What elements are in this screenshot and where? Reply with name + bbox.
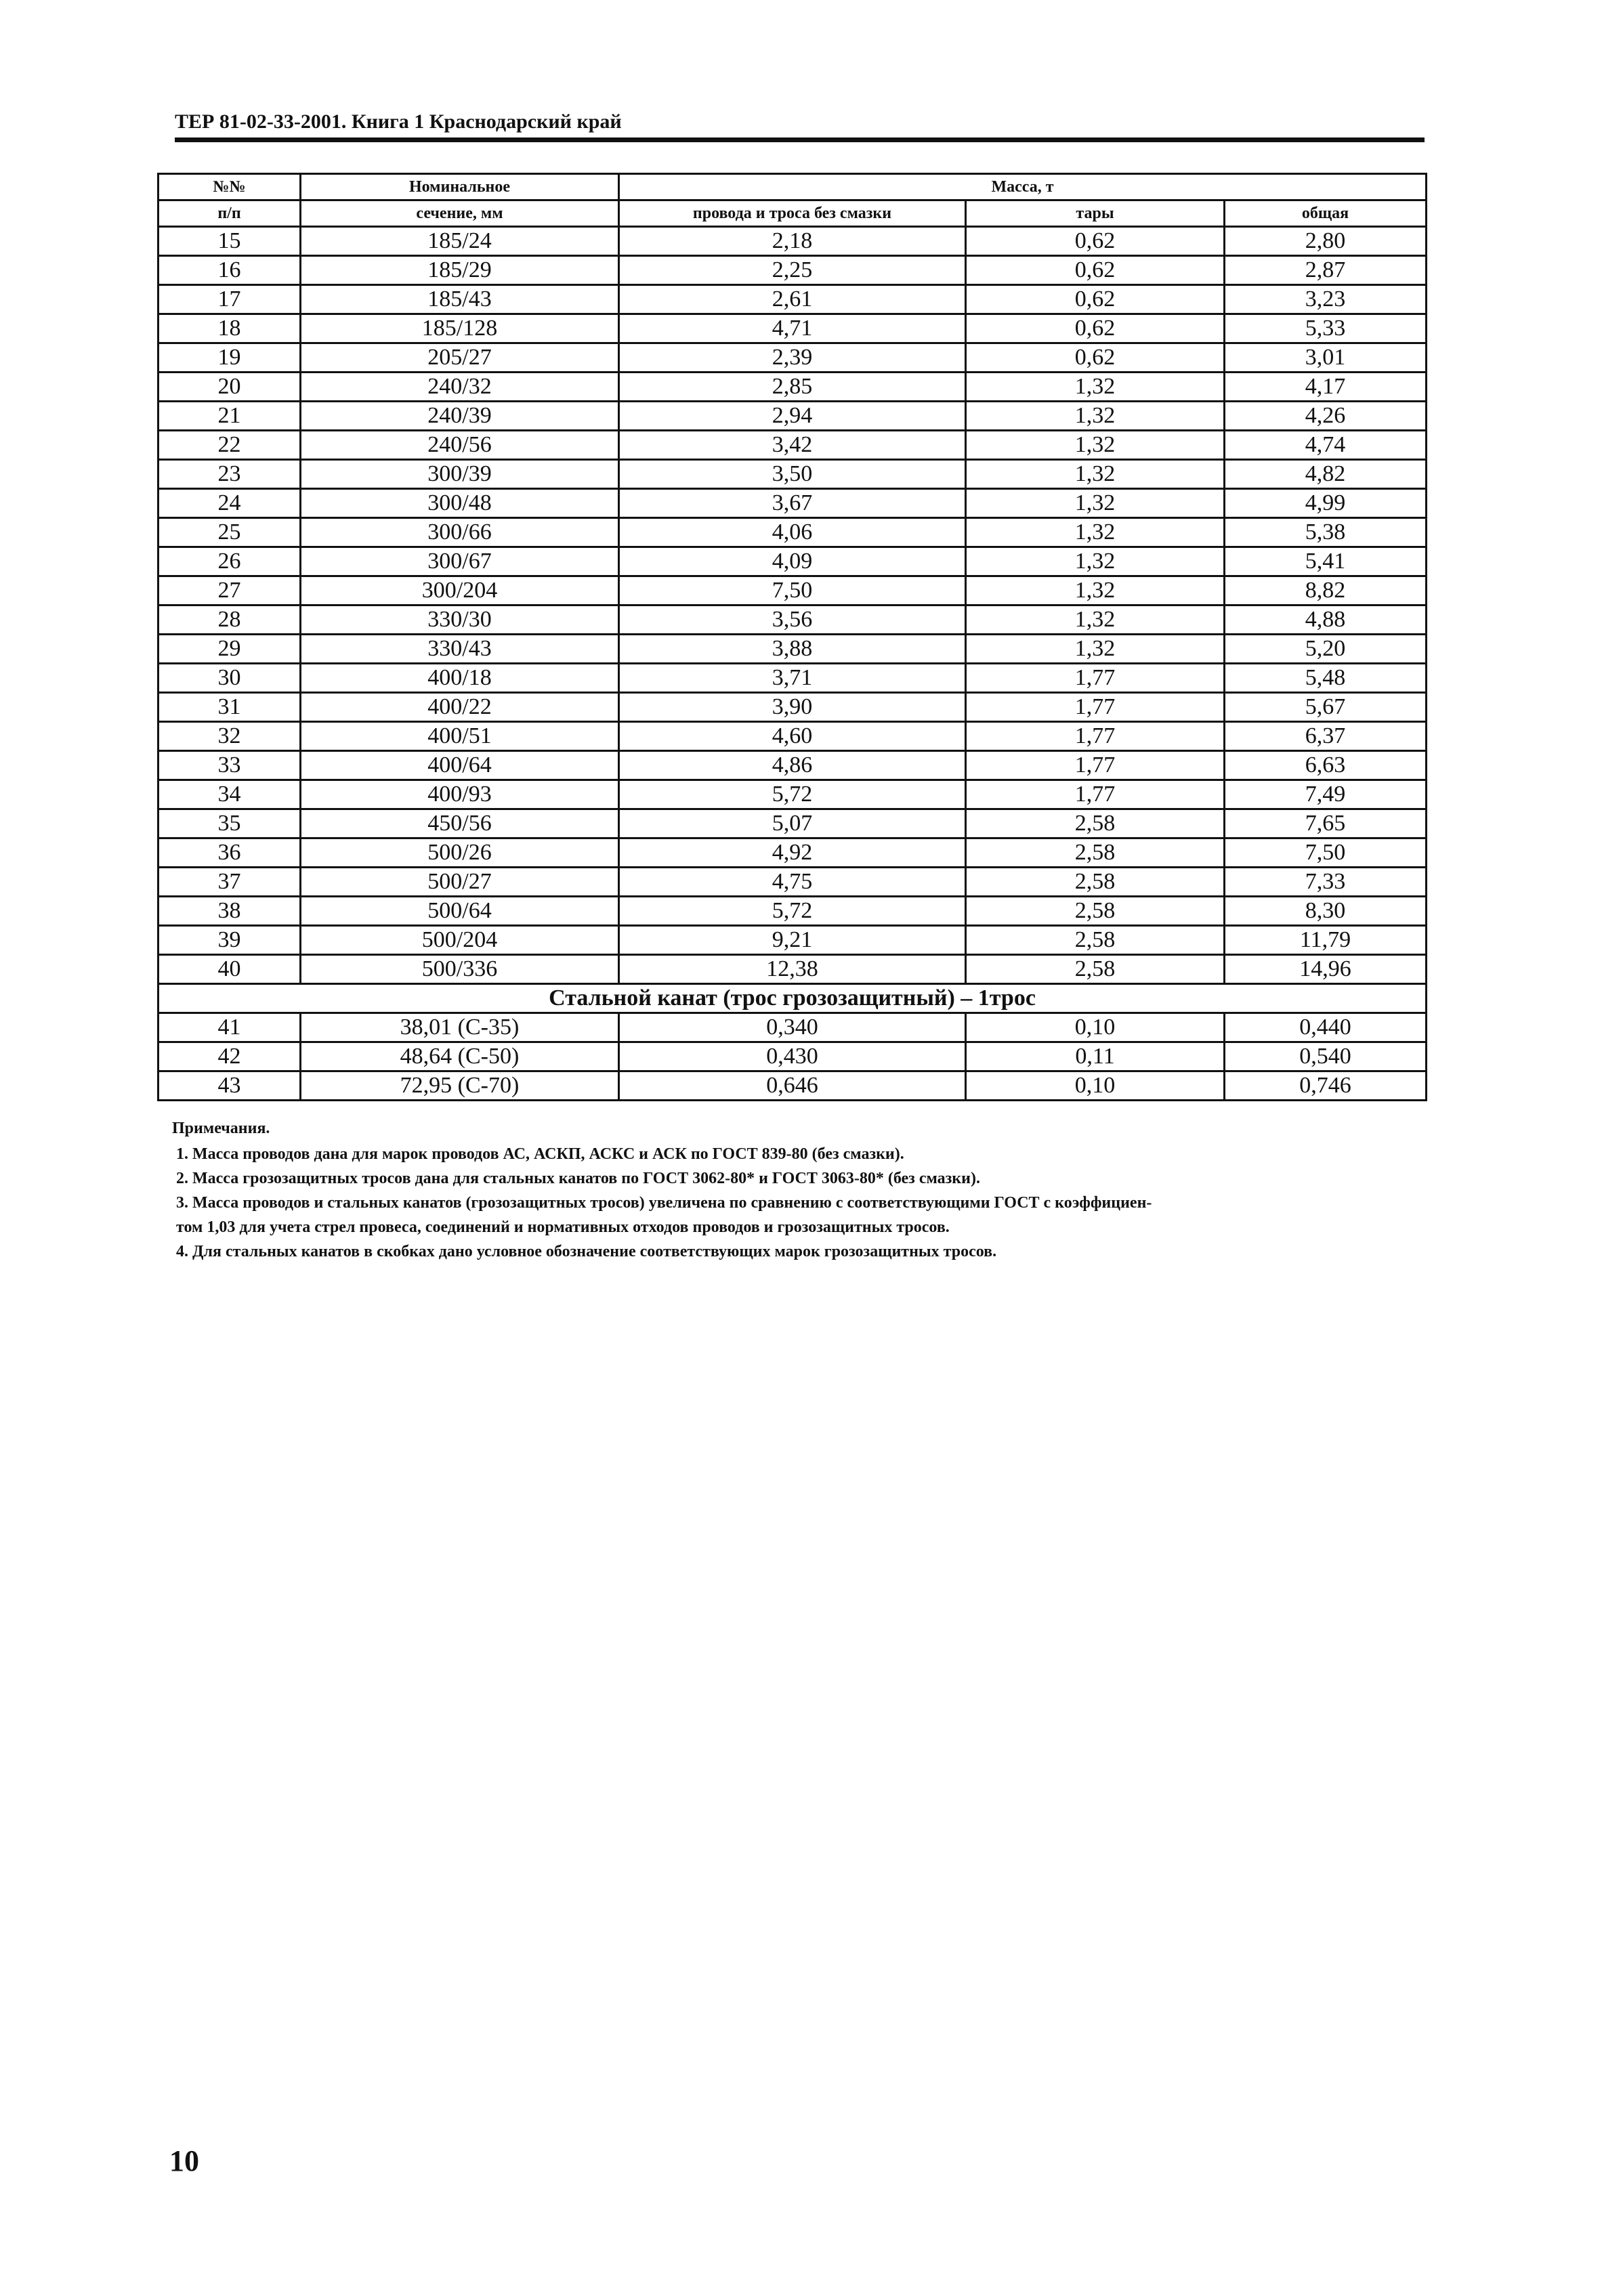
table-row	[159, 780, 1427, 809]
cell-wire-mass: 3,56	[619, 605, 966, 635]
note-item: 3. Масса проводов и стальных канатов (грозозащитных тросов) увеличена по сравнению с соответствующими ГОСТ с коэффициен-	[176, 1194, 1152, 1212]
cell-total-mass: 5,41	[1225, 547, 1427, 576]
cell-section: 240/32	[301, 373, 619, 402]
table-row	[159, 373, 1427, 402]
cell-section: 48,64 (С-50)	[301, 1042, 619, 1071]
note-item: 2. Масса грозозащитных тросов дана для стальных канатов по ГОСТ 3062-80* и ГОСТ 3063-80* (без смазки).	[176, 1170, 980, 1187]
cell-number: 41	[159, 1013, 301, 1042]
cell-wire-mass: 4,60	[619, 722, 966, 751]
cell-section: 205/27	[301, 343, 619, 373]
cell-section: 400/18	[301, 664, 619, 693]
cell-number: 20	[159, 373, 301, 402]
cell-wire-mass: 4,06	[619, 518, 966, 547]
cell-tare-mass: 1,32	[966, 460, 1225, 489]
cell-wire-mass: 3,71	[619, 664, 966, 693]
cell-total-mass: 5,33	[1225, 314, 1427, 343]
col-section-header-top: Номинальное	[301, 174, 619, 200]
cell-wire-mass: 3,50	[619, 460, 966, 489]
table-header-row-2	[159, 200, 1427, 227]
cell-section: 300/204	[301, 576, 619, 605]
cell-number: 39	[159, 926, 301, 955]
cell-total-mass: 7,65	[1225, 809, 1427, 838]
cell-wire-mass: 5,07	[619, 809, 966, 838]
page-number: 10	[169, 2144, 199, 2177]
cell-number: 15	[159, 227, 301, 256]
cell-tare-mass: 0,62	[966, 343, 1225, 373]
cell-total-mass: 2,87	[1225, 256, 1427, 285]
note-item: 4. Для стальных канатов в скобках дано условное обозначение соответствующих марок грозозащитных тросов.	[176, 1243, 997, 1260]
cell-tare-mass: 1,77	[966, 780, 1225, 809]
cell-total-mass: 11,79	[1225, 926, 1427, 955]
cell-number: 31	[159, 693, 301, 722]
cell-section: 240/39	[301, 402, 619, 431]
cell-number: 25	[159, 518, 301, 547]
cell-total-mass: 0,746	[1225, 1071, 1427, 1101]
cell-total-mass: 4,82	[1225, 460, 1427, 489]
cell-total-mass: 6,37	[1225, 722, 1427, 751]
cell-tare-mass: 0,10	[966, 1013, 1225, 1042]
cell-total-mass: 6,63	[1225, 751, 1427, 780]
cell-section: 300/67	[301, 547, 619, 576]
cell-total-mass: 4,17	[1225, 373, 1427, 402]
cell-section: 400/22	[301, 693, 619, 722]
table-row	[159, 926, 1427, 955]
cell-tare-mass: 2,58	[966, 897, 1225, 926]
cell-number: 16	[159, 256, 301, 285]
cell-wire-mass: 9,21	[619, 926, 966, 955]
note-item: том 1,03 для учета стрел провеса, соединений и нормативных отходов проводов и грозозащитных тросов.	[176, 1218, 950, 1236]
cell-tare-mass: 0,10	[966, 1071, 1225, 1101]
header-rule	[175, 137, 1425, 142]
cell-section: 185/43	[301, 285, 619, 314]
col-number-header-top: №№	[159, 174, 301, 200]
table-body-wires	[159, 227, 1427, 984]
cell-section: 500/336	[301, 955, 619, 984]
cell-wire-mass: 5,72	[619, 780, 966, 809]
cell-number: 17	[159, 285, 301, 314]
cell-wire-mass: 3,88	[619, 635, 966, 664]
cell-number: 21	[159, 402, 301, 431]
cell-wire-mass: 4,09	[619, 547, 966, 576]
cell-wire-mass: 2,18	[619, 227, 966, 256]
cell-wire-mass: 3,90	[619, 693, 966, 722]
cell-number: 19	[159, 343, 301, 373]
cell-tare-mass: 1,77	[966, 751, 1225, 780]
cell-total-mass: 5,67	[1225, 693, 1427, 722]
cell-total-mass: 0,540	[1225, 1042, 1427, 1071]
table-row	[159, 1071, 1427, 1101]
cell-tare-mass: 2,58	[966, 926, 1225, 955]
document-header	[175, 108, 1422, 140]
cell-number: 33	[159, 751, 301, 780]
cell-tare-mass: 1,77	[966, 693, 1225, 722]
mass-group-header: Масса, т	[619, 174, 1427, 200]
cell-tare-mass: 1,32	[966, 489, 1225, 518]
cell-number: 27	[159, 576, 301, 605]
cell-number: 36	[159, 838, 301, 868]
cell-tare-mass: 2,58	[966, 838, 1225, 868]
cell-wire-mass: 0,340	[619, 1013, 966, 1042]
cell-section: 300/48	[301, 489, 619, 518]
cell-wire-mass: 0,430	[619, 1042, 966, 1071]
col-total-mass-header: общая	[1225, 200, 1427, 227]
cell-total-mass: 8,30	[1225, 897, 1427, 926]
cell-total-mass: 3,01	[1225, 343, 1427, 373]
cell-total-mass: 3,23	[1225, 285, 1427, 314]
table-row	[159, 635, 1427, 664]
cell-number: 43	[159, 1071, 301, 1101]
cell-tare-mass: 1,32	[966, 576, 1225, 605]
cell-number: 29	[159, 635, 301, 664]
table-row	[159, 343, 1427, 373]
table-header-row-1	[159, 174, 1427, 200]
cell-total-mass: 4,26	[1225, 402, 1427, 431]
col-tare-mass-header: тары	[966, 200, 1225, 227]
cell-number: 40	[159, 955, 301, 984]
cell-tare-mass: 1,32	[966, 431, 1225, 460]
header-title: ТЕР 81-02-33-2001. Книга 1 Краснодарский край	[175, 110, 622, 133]
col-wire-mass-header: провода и троса без смазки	[619, 200, 966, 227]
cell-section: 300/39	[301, 460, 619, 489]
cell-section: 330/30	[301, 605, 619, 635]
cell-tare-mass: 1,32	[966, 373, 1225, 402]
cell-tare-mass: 2,58	[966, 809, 1225, 838]
cell-wire-mass: 2,39	[619, 343, 966, 373]
cell-section: 400/51	[301, 722, 619, 751]
cell-total-mass: 5,48	[1225, 664, 1427, 693]
cell-wire-mass: 2,85	[619, 373, 966, 402]
cell-tare-mass: 2,58	[966, 955, 1225, 984]
cell-section: 500/204	[301, 926, 619, 955]
cell-wire-mass: 4,92	[619, 838, 966, 868]
notes-block	[172, 1116, 1432, 1264]
table-row	[159, 897, 1427, 926]
cell-tare-mass: 0,62	[966, 256, 1225, 285]
cell-section: 500/64	[301, 897, 619, 926]
cell-section: 500/26	[301, 838, 619, 868]
cell-tare-mass: 1,32	[966, 635, 1225, 664]
cell-wire-mass: 7,50	[619, 576, 966, 605]
table-row	[159, 402, 1427, 431]
cell-wire-mass: 3,67	[619, 489, 966, 518]
cell-number: 26	[159, 547, 301, 576]
cell-total-mass: 0,440	[1225, 1013, 1427, 1042]
cell-wire-mass: 4,75	[619, 868, 966, 897]
cell-tare-mass: 1,32	[966, 518, 1225, 547]
table-row	[159, 227, 1427, 256]
cell-tare-mass: 1,77	[966, 664, 1225, 693]
table-body-ropes	[159, 1013, 1427, 1101]
cell-wire-mass: 2,61	[619, 285, 966, 314]
cell-tare-mass: 0,11	[966, 1042, 1225, 1071]
cell-section: 72,95 (С-70)	[301, 1071, 619, 1101]
cell-total-mass: 5,38	[1225, 518, 1427, 547]
cell-section: 300/66	[301, 518, 619, 547]
cell-number: 34	[159, 780, 301, 809]
col-section-header-bottom: сечение, мм	[301, 200, 619, 227]
cell-tare-mass: 0,62	[966, 227, 1225, 256]
cell-section: 330/43	[301, 635, 619, 664]
table-row	[159, 722, 1427, 751]
table-row	[159, 809, 1427, 838]
table-row	[159, 576, 1427, 605]
table-row	[159, 489, 1427, 518]
cell-total-mass: 7,33	[1225, 868, 1427, 897]
table-row	[159, 605, 1427, 635]
cell-section: 38,01 (С-35)	[301, 1013, 619, 1042]
col-number-header-bottom: п/п	[159, 200, 301, 227]
cell-number: 37	[159, 868, 301, 897]
note-item: 1. Масса проводов дана для марок проводов АС, АСКП, АСКС и АСК по ГОСТ 839-80 (без смазки).	[176, 1145, 904, 1163]
cell-number: 24	[159, 489, 301, 518]
cell-tare-mass: 0,62	[966, 285, 1225, 314]
cell-section: 240/56	[301, 431, 619, 460]
cell-number: 18	[159, 314, 301, 343]
cell-total-mass: 5,20	[1225, 635, 1427, 664]
cell-wire-mass: 2,94	[619, 402, 966, 431]
table-row	[159, 460, 1427, 489]
cell-total-mass: 14,96	[1225, 955, 1427, 984]
cell-section: 185/128	[301, 314, 619, 343]
notes-title: Примечания.	[172, 1120, 270, 1137]
cell-number: 42	[159, 1042, 301, 1071]
cell-wire-mass: 0,646	[619, 1071, 966, 1101]
cell-wire-mass: 4,86	[619, 751, 966, 780]
cell-tare-mass: 1,77	[966, 722, 1225, 751]
cell-tare-mass: 1,32	[966, 402, 1225, 431]
cell-tare-mass: 1,32	[966, 605, 1225, 635]
cell-number: 28	[159, 605, 301, 635]
cell-total-mass: 8,82	[1225, 576, 1427, 605]
table-row	[159, 751, 1427, 780]
table-row	[159, 431, 1427, 460]
cell-section: 185/29	[301, 256, 619, 285]
cell-total-mass: 4,88	[1225, 605, 1427, 635]
wire-mass-table	[157, 173, 1427, 1101]
cell-section: 400/64	[301, 751, 619, 780]
cell-number: 38	[159, 897, 301, 926]
cell-number: 35	[159, 809, 301, 838]
table-row	[159, 1013, 1427, 1042]
cell-tare-mass: 0,62	[966, 314, 1225, 343]
cell-total-mass: 7,49	[1225, 780, 1427, 809]
cell-number: 23	[159, 460, 301, 489]
cell-wire-mass: 4,71	[619, 314, 966, 343]
table-row	[159, 518, 1427, 547]
cell-wire-mass: 5,72	[619, 897, 966, 926]
cell-section: 400/93	[301, 780, 619, 809]
cell-wire-mass: 12,38	[619, 955, 966, 984]
cell-section: 450/56	[301, 809, 619, 838]
table-row	[159, 256, 1427, 285]
table-row	[159, 955, 1427, 984]
section-title: Стальной канат (трос грозозащитный) – 1трос	[159, 984, 1427, 1013]
cell-total-mass: 4,99	[1225, 489, 1427, 518]
cell-tare-mass: 2,58	[966, 868, 1225, 897]
cell-total-mass: 7,50	[1225, 838, 1427, 868]
table-row	[159, 693, 1427, 722]
cell-section: 500/27	[301, 868, 619, 897]
table-row	[159, 547, 1427, 576]
cell-number: 32	[159, 722, 301, 751]
cell-section: 185/24	[301, 227, 619, 256]
table-row	[159, 314, 1427, 343]
table-row	[159, 1042, 1427, 1071]
table-row	[159, 664, 1427, 693]
cell-total-mass: 4,74	[1225, 431, 1427, 460]
table-row	[159, 868, 1427, 897]
cell-number: 30	[159, 664, 301, 693]
cell-wire-mass: 3,42	[619, 431, 966, 460]
cell-tare-mass: 1,32	[966, 547, 1225, 576]
cell-total-mass: 2,80	[1225, 227, 1427, 256]
cell-number: 22	[159, 431, 301, 460]
table-row	[159, 838, 1427, 868]
cell-wire-mass: 2,25	[619, 256, 966, 285]
table-row	[159, 285, 1427, 314]
table-section-row	[159, 984, 1427, 1013]
